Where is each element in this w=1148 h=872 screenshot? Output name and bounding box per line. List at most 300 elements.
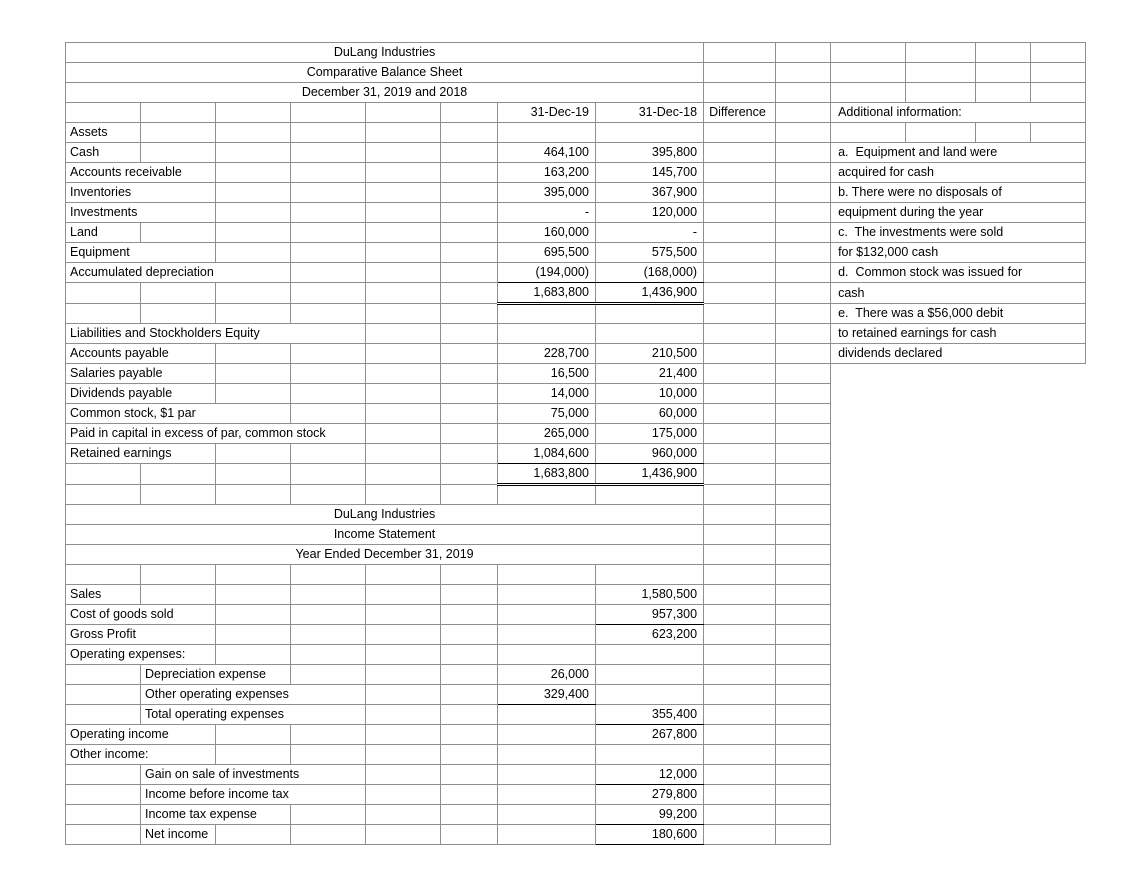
row-label-cell[interactable]: Accounts payable [66, 344, 216, 364]
value-2019-cell[interactable]: 14,000 [498, 384, 596, 404]
empty-cell[interactable] [216, 344, 291, 364]
additional-info-title-cell[interactable]: Additional information: [831, 103, 1086, 123]
difference-cell[interactable] [704, 223, 776, 243]
empty-cell[interactable] [366, 444, 441, 464]
value-2018-cell[interactable] [596, 123, 704, 143]
empty-cell[interactable] [776, 243, 831, 263]
empty-cell[interactable] [906, 123, 976, 143]
value-2019-cell[interactable] [498, 704, 596, 724]
value-2019-cell[interactable]: 265,000 [498, 424, 596, 444]
row-label-cell[interactable]: Other income: [66, 744, 216, 764]
difference-cell[interactable] [704, 384, 776, 404]
empty-cell[interactable] [216, 223, 291, 243]
empty-cell[interactable] [776, 43, 831, 63]
difference-cell[interactable] [704, 304, 776, 324]
difference-cell[interactable] [704, 644, 776, 664]
difference-cell[interactable] [704, 664, 776, 684]
empty-cell[interactable] [366, 824, 441, 844]
empty-cell[interactable] [776, 364, 831, 384]
empty-cell[interactable] [366, 664, 441, 684]
row-label-cell[interactable]: Income tax expense [141, 804, 291, 824]
empty-cell[interactable] [216, 724, 291, 744]
value-2018-cell[interactable]: 1,580,500 [596, 584, 704, 604]
empty-cell[interactable] [441, 464, 498, 485]
value-2018-cell[interactable]: 575,500 [596, 243, 704, 263]
empty-cell[interactable] [366, 704, 441, 724]
empty-cell[interactable] [776, 464, 831, 485]
empty-cell[interactable] [291, 163, 366, 183]
empty-cell[interactable] [366, 404, 441, 424]
empty-cell[interactable] [776, 203, 831, 223]
empty-cell[interactable] [776, 263, 831, 283]
empty-cell[interactable] [66, 103, 141, 123]
empty-cell[interactable] [366, 584, 441, 604]
difference-cell[interactable] [704, 604, 776, 624]
empty-cell[interactable] [291, 263, 366, 283]
empty-cell[interactable] [776, 344, 831, 364]
empty-cell[interactable] [441, 604, 498, 624]
empty-cell[interactable] [291, 604, 366, 624]
row-label-cell[interactable]: Gross Profit [66, 624, 216, 644]
empty-cell[interactable] [366, 485, 441, 505]
empty-cell[interactable] [291, 183, 366, 203]
value-2018-cell[interactable] [596, 485, 704, 505]
empty-cell[interactable] [216, 644, 291, 664]
difference-cell[interactable] [704, 123, 776, 143]
empty-cell[interactable] [776, 444, 831, 464]
empty-cell[interactable] [831, 83, 906, 103]
empty-cell[interactable] [1031, 83, 1086, 103]
empty-cell[interactable] [216, 384, 291, 404]
difference-cell[interactable] [704, 544, 776, 564]
empty-cell[interactable] [291, 283, 366, 304]
difference-cell[interactable] [704, 143, 776, 163]
empty-cell[interactable] [66, 684, 141, 704]
difference-cell[interactable] [704, 364, 776, 384]
row-label-cell[interactable]: Retained earnings [66, 444, 216, 464]
empty-cell[interactable] [976, 63, 1031, 83]
empty-cell[interactable] [291, 243, 366, 263]
empty-cell[interactable] [366, 424, 441, 444]
empty-cell[interactable] [776, 485, 831, 505]
empty-cell[interactable] [366, 263, 441, 283]
empty-cell[interactable] [1031, 43, 1086, 63]
value-2019-cell[interactable]: 163,200 [498, 163, 596, 183]
value-2018-cell[interactable]: 120,000 [596, 203, 704, 223]
empty-cell[interactable] [776, 524, 831, 544]
difference-cell[interactable] [704, 724, 776, 744]
difference-cell[interactable] [704, 624, 776, 644]
empty-cell[interactable] [776, 644, 831, 664]
empty-cell[interactable] [441, 304, 498, 324]
row-label-cell[interactable]: Accumulated depreciation [66, 263, 291, 283]
difference-cell[interactable] [704, 163, 776, 183]
empty-cell[interactable] [1031, 63, 1086, 83]
empty-cell[interactable] [776, 123, 831, 143]
empty-cell[interactable] [66, 764, 141, 784]
empty-cell[interactable] [291, 724, 366, 744]
empty-cell[interactable] [776, 824, 831, 844]
value-2019-cell[interactable] [498, 604, 596, 624]
empty-cell[interactable] [291, 744, 366, 764]
empty-cell[interactable] [366, 304, 441, 324]
empty-cell[interactable] [776, 504, 831, 524]
empty-cell[interactable] [216, 283, 291, 304]
empty-cell[interactable] [141, 123, 216, 143]
value-2018-cell[interactable]: 12,000 [596, 764, 704, 784]
difference-cell[interactable] [704, 183, 776, 203]
value-2019-cell[interactable]: 1,084,600 [498, 444, 596, 464]
empty-cell[interactable] [831, 123, 906, 143]
row-label-cell[interactable]: Depreciation expense [141, 664, 291, 684]
difference-cell[interactable] [704, 784, 776, 804]
value-2019-cell[interactable]: 695,500 [498, 243, 596, 263]
row-label-cell[interactable]: Liabilities and Stockholders Equity [66, 324, 366, 344]
row-label-cell[interactable]: Sales [66, 584, 141, 604]
value-2019-cell[interactable]: (194,000) [498, 263, 596, 283]
statement-title-cell[interactable]: Income Statement [66, 524, 704, 544]
empty-cell[interactable] [441, 404, 498, 424]
difference-cell[interactable] [704, 584, 776, 604]
empty-cell[interactable] [291, 624, 366, 644]
empty-cell[interactable] [216, 103, 291, 123]
row-label-cell[interactable]: Equipment [66, 243, 216, 263]
empty-cell[interactable] [441, 324, 498, 344]
empty-cell[interactable] [291, 564, 366, 584]
empty-cell[interactable] [141, 103, 216, 123]
empty-cell[interactable] [441, 263, 498, 283]
empty-cell[interactable] [441, 664, 498, 684]
empty-cell[interactable] [776, 83, 831, 103]
empty-cell[interactable] [366, 183, 441, 203]
empty-cell[interactable] [441, 183, 498, 203]
empty-cell[interactable] [141, 485, 216, 505]
empty-cell[interactable] [216, 304, 291, 324]
empty-cell[interactable] [291, 384, 366, 404]
difference-cell[interactable] [704, 283, 776, 304]
value-2019-cell[interactable] [498, 824, 596, 844]
difference-cell[interactable] [704, 504, 776, 524]
difference-cell[interactable] [704, 444, 776, 464]
empty-cell[interactable] [291, 804, 366, 824]
empty-cell[interactable] [141, 304, 216, 324]
empty-cell[interactable] [291, 123, 366, 143]
empty-cell[interactable] [291, 344, 366, 364]
empty-cell[interactable] [441, 485, 498, 505]
value-2018-cell[interactable]: 623,200 [596, 624, 704, 644]
value-2018-cell[interactable] [596, 324, 704, 344]
row-label-cell[interactable] [66, 283, 141, 304]
value-2018-cell[interactable]: 10,000 [596, 384, 704, 404]
empty-cell[interactable] [366, 324, 441, 344]
empty-cell[interactable] [776, 163, 831, 183]
row-label-cell[interactable]: Common stock, $1 par [66, 404, 291, 424]
difference-cell[interactable] [704, 63, 776, 83]
additional-info-cell[interactable]: equipment during the year [831, 203, 1086, 223]
additional-info-cell[interactable]: acquired for cash [831, 163, 1086, 183]
empty-cell[interactable] [776, 183, 831, 203]
empty-cell[interactable] [976, 83, 1031, 103]
value-2019-cell[interactable] [498, 324, 596, 344]
empty-cell[interactable] [441, 444, 498, 464]
empty-cell[interactable] [441, 384, 498, 404]
row-label-cell[interactable]: Salaries payable [66, 364, 216, 384]
empty-cell[interactable] [291, 223, 366, 243]
value-2019-cell[interactable] [498, 304, 596, 324]
empty-cell[interactable] [441, 223, 498, 243]
row-label-cell[interactable]: Operating income [66, 724, 216, 744]
empty-cell[interactable] [366, 684, 441, 704]
empty-cell[interactable] [216, 364, 291, 384]
value-2019-cell[interactable] [498, 564, 596, 584]
row-label-cell[interactable]: Gain on sale of investments [141, 764, 366, 784]
empty-cell[interactable] [141, 223, 216, 243]
value-2018-cell[interactable]: 21,400 [596, 364, 704, 384]
empty-cell[interactable] [366, 364, 441, 384]
additional-info-cell[interactable]: to retained earnings for cash [831, 324, 1086, 344]
row-label-cell[interactable]: Net income [141, 824, 216, 844]
empty-cell[interactable] [776, 103, 831, 123]
empty-cell[interactable] [291, 304, 366, 324]
empty-cell[interactable] [441, 784, 498, 804]
empty-cell[interactable] [776, 784, 831, 804]
empty-cell[interactable] [366, 384, 441, 404]
additional-info-cell[interactable]: a. Equipment and land were [831, 143, 1086, 163]
value-2018-cell[interactable]: 395,800 [596, 143, 704, 163]
difference-cell[interactable] [704, 83, 776, 103]
value-2018-cell[interactable]: 1,436,900 [596, 283, 704, 304]
empty-cell[interactable] [291, 444, 366, 464]
empty-cell[interactable] [776, 143, 831, 163]
value-2018-cell[interactable]: 175,000 [596, 424, 704, 444]
difference-cell[interactable] [704, 804, 776, 824]
empty-cell[interactable] [441, 644, 498, 664]
value-2019-cell[interactable]: 16,500 [498, 364, 596, 384]
empty-cell[interactable] [776, 63, 831, 83]
additional-info-cell[interactable]: d. Common stock was issued for [831, 263, 1086, 283]
row-label-cell[interactable]: Inventories [66, 183, 216, 203]
value-2019-cell[interactable]: - [498, 203, 596, 223]
empty-cell[interactable] [366, 243, 441, 263]
empty-cell[interactable] [776, 404, 831, 424]
row-label-cell[interactable]: Assets [66, 123, 141, 143]
empty-cell[interactable] [366, 123, 441, 143]
empty-cell[interactable] [906, 83, 976, 103]
value-2019-cell[interactable] [498, 744, 596, 764]
empty-cell[interactable] [441, 163, 498, 183]
empty-cell[interactable] [291, 644, 366, 664]
empty-cell[interactable] [216, 203, 291, 223]
empty-cell[interactable] [906, 43, 976, 63]
row-label-cell[interactable]: Dividends payable [66, 384, 216, 404]
empty-cell[interactable] [441, 203, 498, 223]
additional-info-cell[interactable]: dividends declared [831, 344, 1086, 364]
empty-cell[interactable] [216, 564, 291, 584]
empty-cell[interactable] [366, 784, 441, 804]
empty-cell[interactable] [776, 424, 831, 444]
empty-cell[interactable] [441, 103, 498, 123]
difference-cell[interactable] [704, 764, 776, 784]
empty-cell[interactable] [141, 464, 216, 485]
value-2019-cell[interactable] [498, 123, 596, 143]
difference-cell[interactable] [704, 424, 776, 444]
value-2019-cell[interactable]: 228,700 [498, 344, 596, 364]
empty-cell[interactable] [291, 664, 366, 684]
empty-cell[interactable] [216, 604, 291, 624]
empty-cell[interactable] [66, 804, 141, 824]
empty-cell[interactable] [441, 344, 498, 364]
empty-cell[interactable] [66, 784, 141, 804]
col-header-difference[interactable]: Difference [704, 103, 776, 123]
empty-cell[interactable] [366, 644, 441, 664]
value-2018-cell[interactable]: 279,800 [596, 784, 704, 804]
col-header-2019[interactable]: 31-Dec-19 [498, 103, 596, 123]
empty-cell[interactable] [441, 564, 498, 584]
row-label-cell[interactable]: Operating expenses: [66, 644, 216, 664]
empty-cell[interactable] [291, 203, 366, 223]
empty-cell[interactable] [141, 143, 216, 163]
empty-cell[interactable] [291, 485, 366, 505]
empty-cell[interactable] [776, 744, 831, 764]
value-2018-cell[interactable] [596, 664, 704, 684]
empty-cell[interactable] [776, 304, 831, 324]
empty-cell[interactable] [216, 444, 291, 464]
value-2019-cell[interactable]: 75,000 [498, 404, 596, 424]
additional-info-cell[interactable]: e. There was a $56,000 debit [831, 304, 1086, 324]
value-2019-cell[interactable]: 1,683,800 [498, 464, 596, 485]
empty-cell[interactable] [141, 283, 216, 304]
difference-cell[interactable] [704, 684, 776, 704]
value-2018-cell[interactable] [596, 644, 704, 664]
empty-cell[interactable] [366, 724, 441, 744]
empty-cell[interactable] [776, 283, 831, 304]
empty-cell[interactable] [366, 764, 441, 784]
additional-info-cell[interactable]: c. The investments were sold [831, 223, 1086, 243]
empty-cell[interactable] [366, 203, 441, 223]
difference-cell[interactable] [704, 324, 776, 344]
value-2018-cell[interactable]: 1,436,900 [596, 464, 704, 485]
difference-cell[interactable] [704, 824, 776, 844]
difference-cell[interactable] [704, 344, 776, 364]
empty-cell[interactable] [291, 824, 366, 844]
empty-cell[interactable] [441, 283, 498, 304]
empty-cell[interactable] [216, 163, 291, 183]
value-2018-cell[interactable]: 960,000 [596, 444, 704, 464]
empty-cell[interactable] [216, 143, 291, 163]
col-header-2018[interactable]: 31-Dec-18 [596, 103, 704, 123]
empty-cell[interactable] [906, 63, 976, 83]
value-2019-cell[interactable] [498, 784, 596, 804]
empty-cell[interactable] [776, 664, 831, 684]
empty-cell[interactable] [216, 464, 291, 485]
value-2019-cell[interactable]: 329,400 [498, 684, 596, 704]
difference-cell[interactable] [704, 485, 776, 505]
empty-cell[interactable] [441, 744, 498, 764]
row-label-cell[interactable]: Accounts receivable [66, 163, 216, 183]
value-2019-cell[interactable]: 395,000 [498, 183, 596, 203]
value-2019-cell[interactable] [498, 485, 596, 505]
value-2018-cell[interactable]: 957,300 [596, 604, 704, 624]
value-2019-cell[interactable]: 464,100 [498, 143, 596, 163]
empty-cell[interactable] [216, 485, 291, 505]
empty-cell[interactable] [216, 624, 291, 644]
empty-cell[interactable] [366, 624, 441, 644]
empty-cell[interactable] [291, 464, 366, 485]
empty-cell[interactable] [216, 744, 291, 764]
empty-cell[interactable] [776, 324, 831, 344]
empty-cell[interactable] [291, 143, 366, 163]
empty-cell[interactable] [441, 804, 498, 824]
row-label-cell[interactable]: Paid in capital in excess of par, common stock [66, 424, 366, 444]
empty-cell[interactable] [776, 704, 831, 724]
row-label-cell[interactable]: Land [66, 223, 141, 243]
row-label-cell[interactable] [66, 304, 141, 324]
empty-cell[interactable] [441, 123, 498, 143]
value-2018-cell[interactable] [596, 744, 704, 764]
value-2019-cell[interactable]: 1,683,800 [498, 283, 596, 304]
difference-cell[interactable] [704, 263, 776, 283]
difference-cell[interactable] [704, 744, 776, 764]
empty-cell[interactable] [366, 163, 441, 183]
row-label-cell[interactable]: Total operating expenses [141, 704, 366, 724]
row-label-cell[interactable]: Cash [66, 143, 141, 163]
value-2018-cell[interactable] [596, 304, 704, 324]
empty-cell[interactable] [216, 584, 291, 604]
empty-cell[interactable] [441, 584, 498, 604]
empty-cell[interactable] [776, 223, 831, 243]
empty-cell[interactable] [291, 103, 366, 123]
empty-cell[interactable] [66, 704, 141, 724]
empty-cell[interactable] [776, 584, 831, 604]
statement-title-cell[interactable]: DuLang Industries [66, 43, 704, 63]
value-2018-cell[interactable]: 145,700 [596, 163, 704, 183]
empty-cell[interactable] [216, 824, 291, 844]
value-2018-cell[interactable] [596, 564, 704, 584]
empty-cell[interactable] [441, 364, 498, 384]
empty-cell[interactable] [831, 63, 906, 83]
row-label-cell[interactable]: Other operating expenses [141, 684, 366, 704]
empty-cell[interactable] [366, 143, 441, 163]
empty-cell[interactable] [366, 804, 441, 824]
empty-cell[interactable] [441, 624, 498, 644]
empty-cell[interactable] [776, 564, 831, 584]
difference-cell[interactable] [704, 404, 776, 424]
empty-cell[interactable] [776, 604, 831, 624]
empty-cell[interactable] [776, 764, 831, 784]
empty-cell[interactable] [366, 344, 441, 364]
difference-cell[interactable] [704, 243, 776, 263]
empty-cell[interactable] [831, 43, 906, 63]
empty-cell[interactable] [776, 684, 831, 704]
empty-cell[interactable] [776, 804, 831, 824]
difference-cell[interactable] [704, 524, 776, 544]
difference-cell[interactable] [704, 704, 776, 724]
value-2018-cell[interactable]: 60,000 [596, 404, 704, 424]
empty-cell[interactable] [976, 43, 1031, 63]
empty-cell[interactable] [441, 424, 498, 444]
empty-cell[interactable] [366, 223, 441, 243]
empty-cell[interactable] [976, 123, 1031, 143]
statement-title-cell[interactable]: Comparative Balance Sheet [66, 63, 704, 83]
empty-cell[interactable] [441, 724, 498, 744]
row-label-cell[interactable]: Investments [66, 203, 216, 223]
empty-cell[interactable] [66, 824, 141, 844]
empty-cell[interactable] [366, 103, 441, 123]
empty-cell[interactable] [441, 243, 498, 263]
empty-cell[interactable] [441, 684, 498, 704]
empty-cell[interactable] [366, 464, 441, 485]
additional-info-cell[interactable]: b. There were no disposals of [831, 183, 1086, 203]
